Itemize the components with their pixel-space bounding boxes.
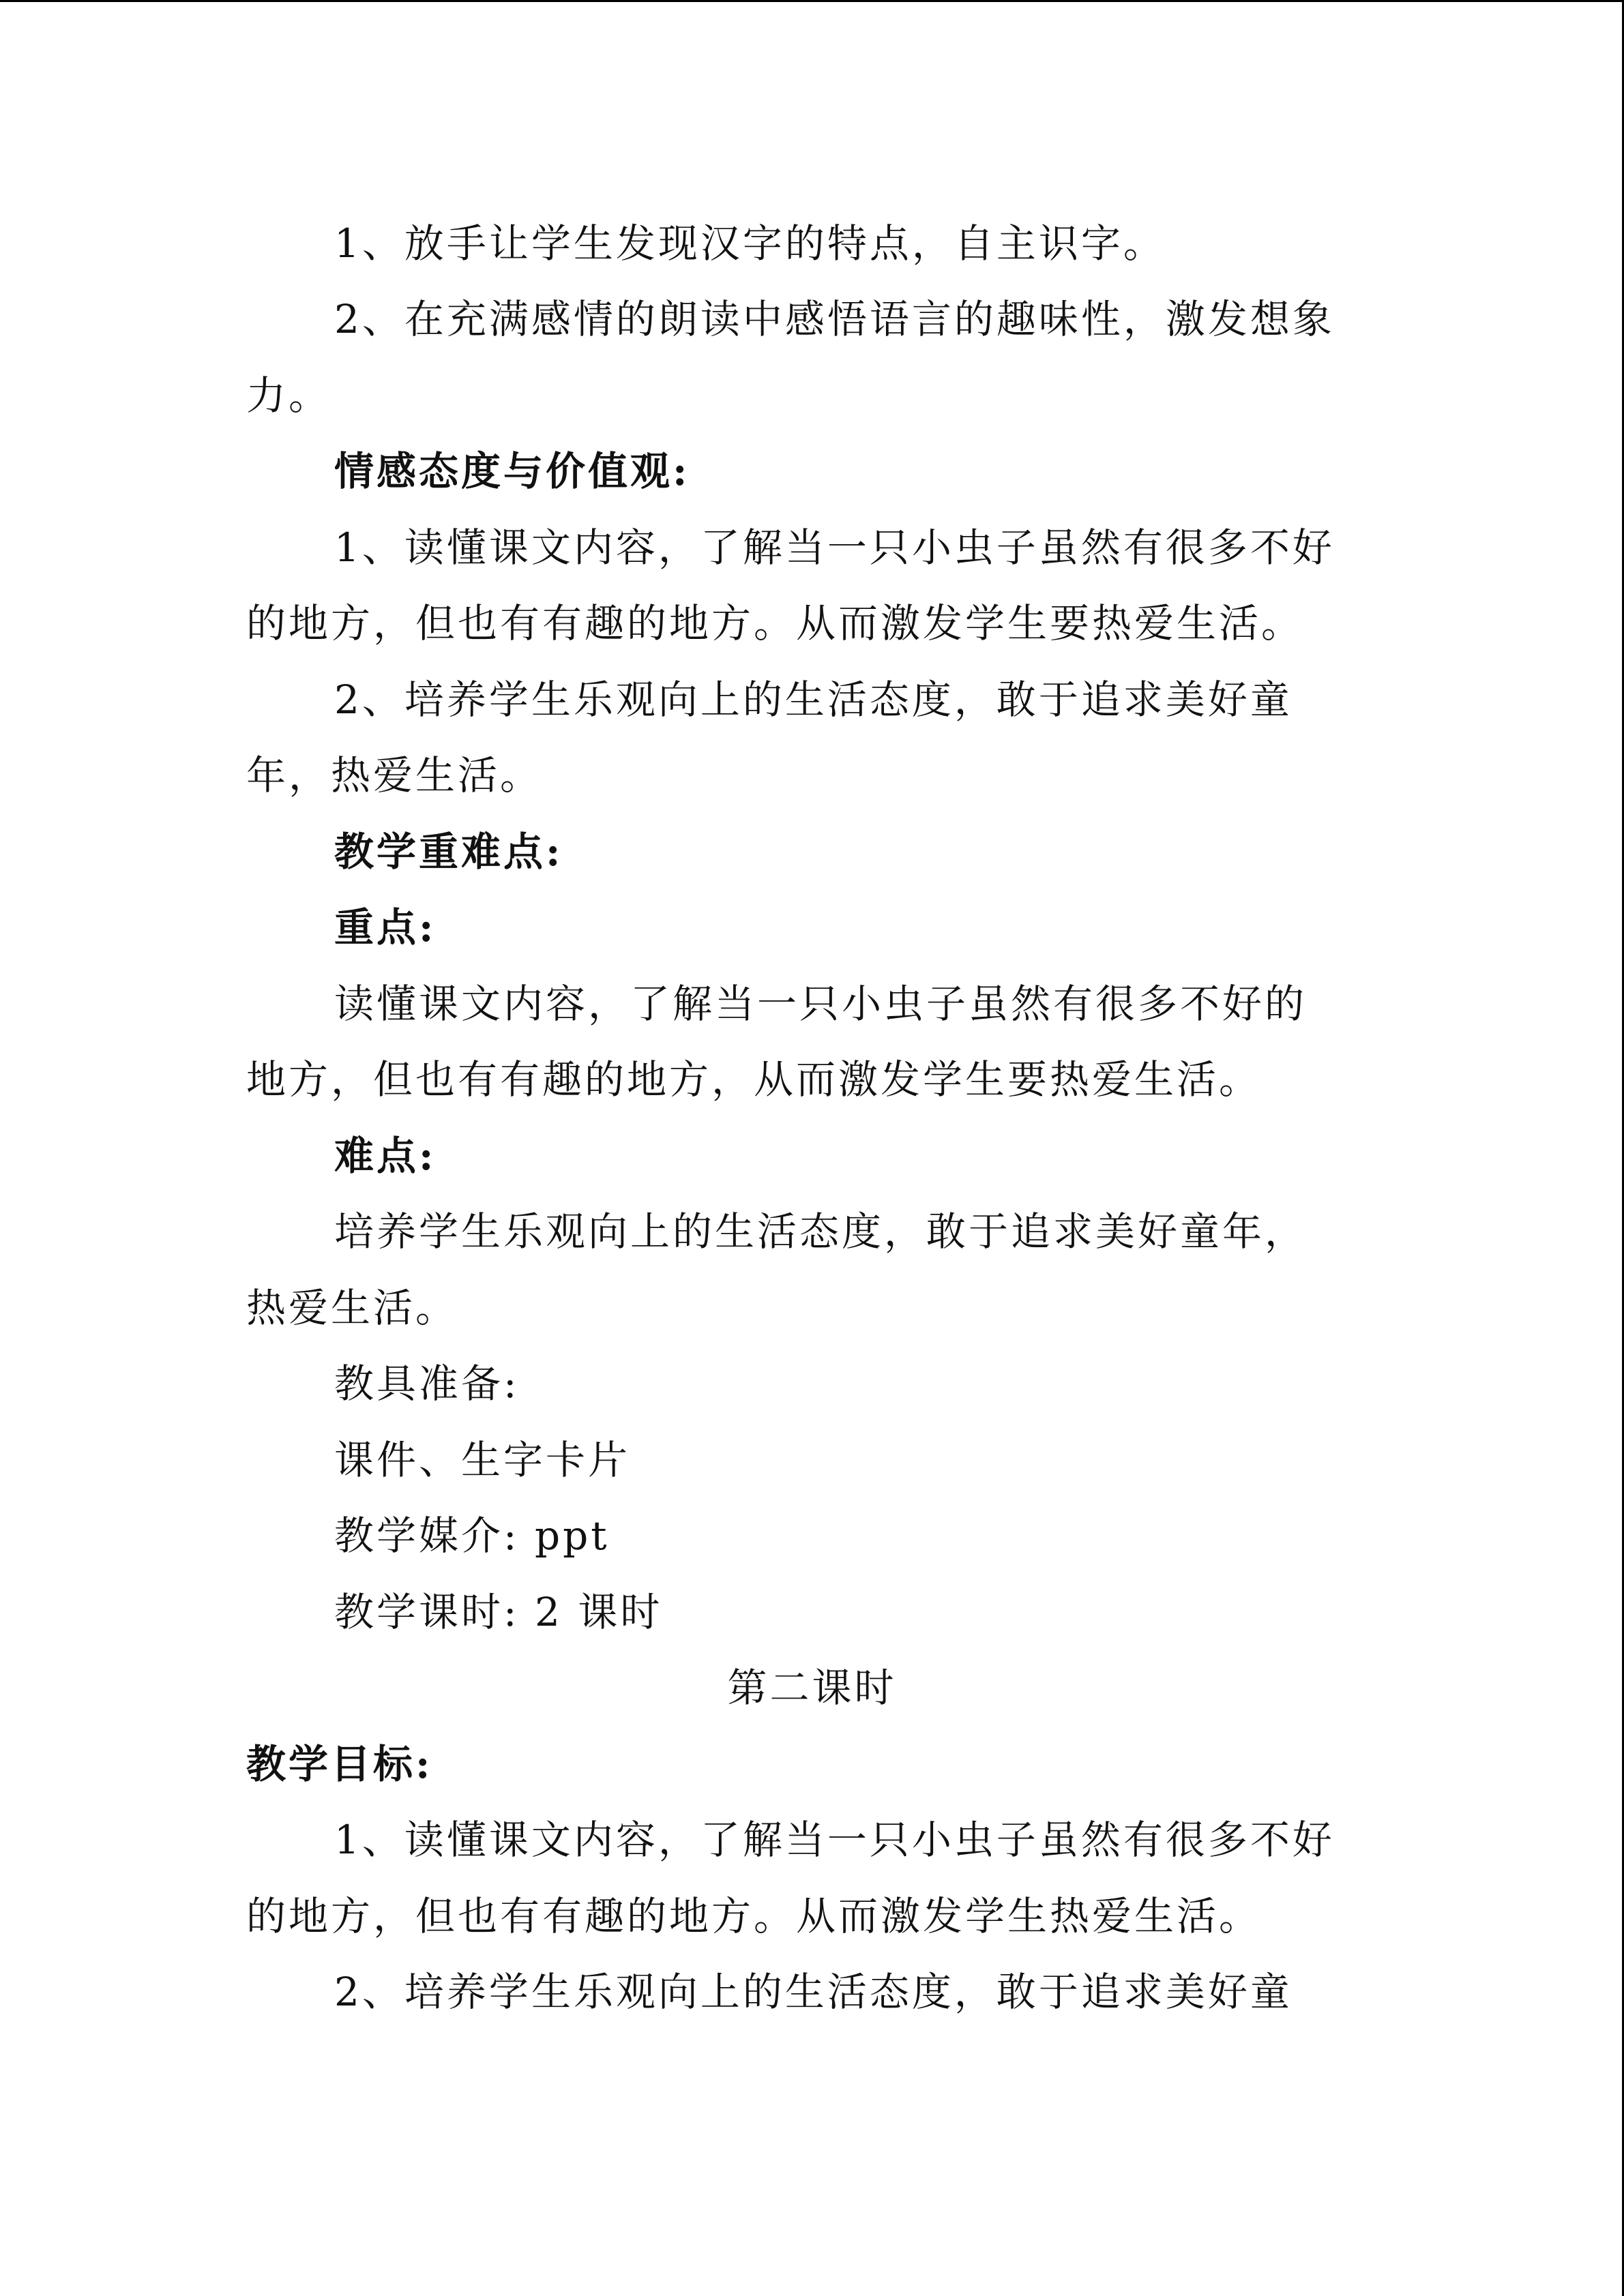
teaching-goal-1: 1、读懂课文内容，了解当一只小虫子虽然有很多不好 [334,1817,1335,1863]
key-point-text: 读懂课文内容，了解当一只小虫子虽然有很多不好的 [334,981,1308,1027]
teaching-aids-heading: 教具准备: [334,1360,520,1407]
difficulty-text: 培养学生乐观向上的生活态度，敢于追求美好童年， [334,1208,1308,1255]
teaching-goal-1-cont: 的地方，但也有有趣的地方。从而激发学生热爱生活。 [246,1893,1262,1939]
key-difficulty-heading: 教学重难点: [334,829,563,875]
teaching-media: 教学媒介: ppt [334,1512,610,1559]
emotion-heading: 情感态度与价值观: [334,448,690,494]
teaching-aids-text: 课件、生字卡片 [334,1437,631,1483]
key-point-heading: 重点: [334,904,437,951]
difficulty-heading: 难点: [334,1133,437,1179]
key-point-text-cont: 地方，但也有有趣的地方，从而激发学生要热爱生活。 [246,1056,1262,1103]
emotion-goal-1: 1、读懂课文内容，了解当一只小虫子虽然有很多不好 [334,524,1335,571]
section-title-second-period: 第二课时 [727,1665,897,1711]
teaching-goals-heading: 教学目标: [246,1741,433,1787]
process-goal-2-cont: 力。 [246,372,331,419]
emotion-goal-2-cont: 年，热爱生活。 [246,752,543,799]
emotion-goal-2: 2、培养学生乐观向上的生活态度，敢于追求美好童 [334,676,1293,723]
difficulty-text-cont: 热爱生活。 [246,1285,458,1331]
teaching-periods: 教学课时: 2 课时 [334,1589,663,1635]
teaching-goal-2: 2、培养学生乐观向上的生活态度，敢于追求美好童 [334,1969,1293,2015]
process-goal-1: 1、放手让学生发现汉字的特点，自主识字。 [334,220,1166,267]
emotion-goal-1-cont: 的地方，但也有有趣的地方。从而激发学生要热爱生活。 [246,600,1304,646]
process-goal-2: 2、在充满感情的朗读中感悟语言的趣味性，激发想象 [334,296,1335,342]
